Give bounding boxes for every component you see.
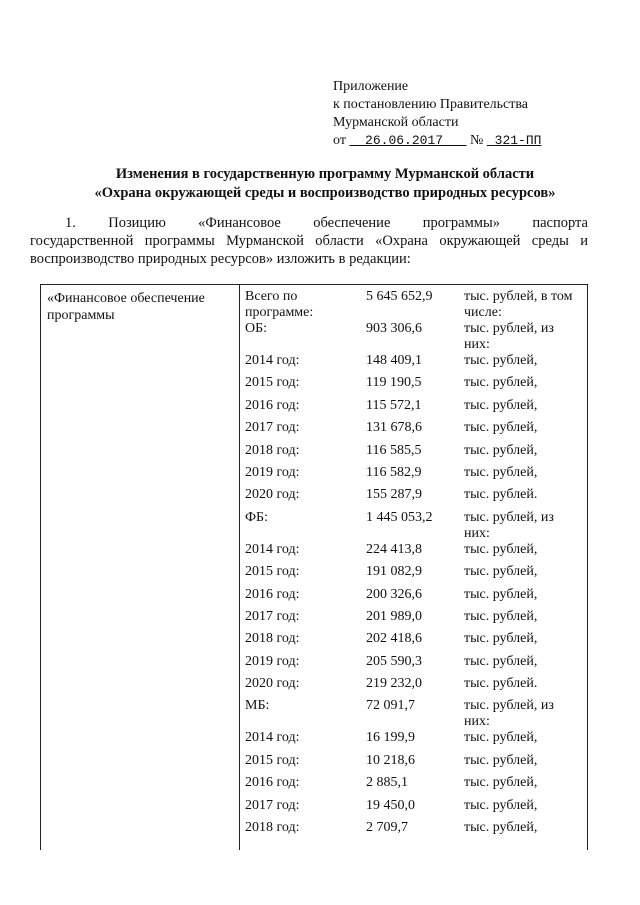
row-label: 2018 год: (245, 442, 300, 458)
table-row (245, 653, 588, 675)
row-label: 2014 год: (245, 353, 300, 368)
paragraph-word: паспорта (532, 215, 588, 231)
row-unit: тыс. рублей, (464, 375, 538, 391)
row-unit: тыс. рублей, (464, 420, 538, 436)
row-label: 2014 год: (245, 541, 300, 557)
row-value: 205 590,3 (366, 653, 422, 669)
row-value: 201 989,0 (366, 608, 422, 624)
row-unit: тыс. рублей, (464, 730, 538, 746)
appendix-title: Приложение (333, 79, 409, 94)
row-unit: тыс. рублей, (464, 564, 538, 580)
row-value: 155 287,9 (366, 487, 422, 503)
from-label: от (333, 133, 346, 148)
paragraph-number: 1. (65, 215, 76, 231)
table-row (245, 729, 588, 751)
row-unit: тыс. рублей, (464, 820, 538, 836)
row-label: 2018 год: (245, 820, 300, 836)
decree-number: 321-ПП (494, 133, 542, 148)
row-value: 1 445 053,2 (366, 509, 433, 525)
row-unit: тыс. рублей, (464, 586, 538, 602)
decree-date: 26.06.2017 (365, 133, 444, 148)
row-value: 2 885,1 (366, 775, 408, 791)
row-unit: тыс. рублей, (464, 752, 538, 768)
row-value: 2 709,7 (366, 820, 408, 836)
row-unit: тыс. рублей, (464, 653, 538, 669)
row-value: 202 418,6 (366, 631, 422, 647)
paragraph-word: Позицию (108, 215, 166, 231)
row-value: 224 413,8 (366, 541, 422, 557)
appendix-decree: к постановлению Правительства (333, 97, 529, 112)
row-label: Всего по программе: (245, 289, 314, 320)
row-unit: тыс. рублей, из них: (464, 321, 554, 352)
row-value: 200 326,6 (366, 586, 422, 602)
row-label: 2014 год: (245, 730, 300, 746)
row-label: 2016 год: (245, 775, 300, 791)
paragraph-word: «Финансовое (198, 215, 281, 231)
row-value: 115 572,1 (366, 397, 422, 413)
row-value: 10 218,6 (366, 752, 415, 768)
row-value: 191 082,9 (366, 564, 422, 580)
table-row (245, 352, 588, 374)
table-row (245, 464, 588, 486)
row-value: 72 091,7 (366, 698, 415, 714)
table-row (245, 563, 588, 585)
row-label: 2020 год: (245, 676, 300, 692)
funding-rows (245, 288, 588, 841)
row-value: 5 645 652,9 (366, 289, 433, 304)
table-row (245, 397, 588, 419)
column-divider (239, 284, 240, 850)
row-unit: тыс. рублей, (464, 541, 538, 557)
row-unit: тыс. рублей, из них: (464, 509, 554, 541)
row-label: ОБ: (245, 321, 268, 336)
row-label: 2020 год: (245, 487, 300, 503)
paragraph-rest: государственной программы Мурманской области «Охрана окружающей среды и воспроизводство природных ресурсов» изложить в редакции: (30, 233, 588, 267)
row-value: 19 450,0 (366, 797, 415, 813)
table-row (245, 486, 588, 508)
row-label: МБ: (245, 698, 270, 714)
row-label: 2015 год: (245, 564, 300, 580)
row-value: 16 199,9 (366, 730, 415, 746)
number-label: № (469, 133, 484, 148)
appendix-header (333, 78, 541, 150)
row-label: 2018 год: (245, 631, 300, 647)
row-unit: тыс. рублей, (464, 631, 538, 647)
appendix-date-line (333, 132, 541, 150)
row-unit: тыс. рублей, (464, 397, 538, 413)
row-label: 2016 год: (245, 397, 300, 413)
appendix-region: Мурманской области (333, 115, 459, 130)
row-value: 219 232,0 (366, 676, 422, 692)
table-row (245, 630, 588, 652)
row-label: 2017 год: (245, 797, 300, 813)
table-row (245, 675, 588, 697)
table-row (245, 752, 588, 774)
table-row (245, 442, 588, 464)
table-row (245, 374, 588, 396)
row-unit: тыс. рублей, (464, 797, 538, 813)
row-unit: тыс. рублей. (464, 487, 538, 503)
table-left-cell: «Финансовое обеспечение программы (47, 291, 205, 323)
row-label: 2015 год: (245, 752, 300, 768)
table-row (245, 774, 588, 796)
row-value: 148 409,1 (366, 353, 422, 368)
table-row (245, 819, 588, 841)
row-label: 2019 год: (245, 464, 300, 480)
funding-table (40, 284, 588, 850)
table-row (245, 608, 588, 630)
table-row (245, 320, 588, 352)
row-unit: тыс. рублей. (464, 676, 538, 692)
row-value: 116 585,5 (366, 442, 422, 458)
table-row (245, 586, 588, 608)
table-row (245, 797, 588, 819)
row-label: 2016 год: (245, 586, 300, 602)
row-unit: тыс. рублей, (464, 775, 538, 791)
row-value: 131 678,6 (366, 420, 422, 436)
document-title (40, 165, 610, 203)
row-value: 119 190,5 (366, 375, 422, 391)
row-label: ФБ: (245, 509, 268, 525)
row-unit: тыс. рублей, (464, 608, 538, 624)
row-unit: тыс. рублей, (464, 464, 538, 480)
row-label: 2017 год: (245, 608, 300, 624)
instruction-paragraph (30, 214, 588, 268)
paragraph-word: программы» (422, 215, 500, 231)
row-label: 2019 год: (245, 653, 300, 669)
table-row (245, 509, 588, 541)
row-unit: тыс. рублей, (464, 442, 538, 458)
table-row (245, 697, 588, 729)
row-unit: тыс. рублей, из них: (464, 698, 554, 730)
row-label: 2015 год: (245, 375, 300, 391)
paragraph-word: обеспечение (313, 215, 391, 231)
table-row (245, 419, 588, 441)
paragraph-first-line (30, 214, 588, 232)
row-label: 2017 год: (245, 420, 300, 436)
row-unit: тыс. рублей, (464, 353, 538, 368)
row-value: 116 582,9 (366, 464, 422, 480)
table-row (245, 288, 588, 320)
row-value: 903 306,6 (366, 321, 422, 336)
row-unit: тыс. рублей, в том числе: (464, 289, 573, 320)
title-line-2: «Охрана окружающей среды и воспроизводство природных ресурсов» (94, 185, 556, 201)
table-row (245, 541, 588, 563)
title-line-1: Изменения в государственную программу Мурманской области (115, 166, 535, 182)
